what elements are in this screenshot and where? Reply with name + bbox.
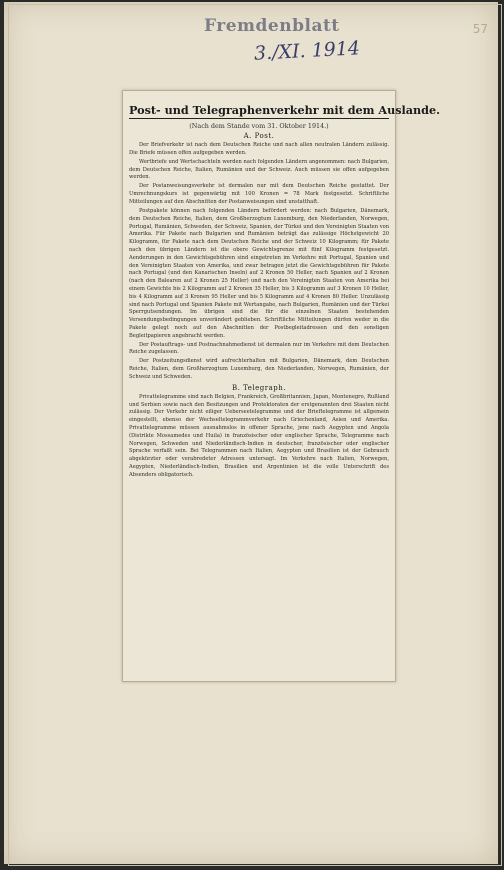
article-title: Post- und Telegraphenverkehr mit dem Auslande.: [129, 103, 440, 117]
handwritten-date: 3./XI. 1914: [253, 37, 361, 65]
article-body: [129, 95, 440, 481]
article-subtitle: (Nach dem Stande vom 31. Oktober 1914.): [189, 122, 329, 130]
paragraph: Der Postanweisungsverkehr ist dermalen nur mit dem Deutschen Reiche gestattet. Der Umrechnungskurs ist gegenwärtig mit 100 Kronen = 78 Mark festgesetzt. Schriftliche Mitteilungen auf den Abschnitten der Postanweisungen sind unstatthaft.: [129, 183, 389, 205]
newspaper-clipping: [122, 90, 440, 682]
newspaper-stamp: Fremdenblatt: [204, 16, 340, 36]
paragraph: Wertbriefe und Wertschachteln werden nach folgenden Ländern angenommen: nach Bulgarien, dem Deutschen Reiche, Italien, Rumänien und der Schweiz. Auch müssen sie offen aufgegeben werden.: [129, 158, 389, 181]
archive-sheet: [4, 2, 498, 864]
section-heading-post: A. Post.: [243, 132, 275, 140]
paragraph: Privattelegramme sind nach Belgien, Frankreich, Großbritannien, Japan, Montenegro, Rußland und Serbien sowie nach den Besitzungen und Protektoraten der erstgenannten drei Staaten nicht zulässig. Der Verkehr nicht eiliger Ueberseetelegramme und der Brieftelegramme ist allgemein eingestellt, ebenso der Wechseltelegrammverkehr nach Griechenland, Asien und Amerika. Privattelegramme müssen ausnahmslos in offener Sprache, jene nach Aegypten und Angola (Distrikte Mossamedes und Huila) in französischer oder englischer Sprache, Telegramme nach Norwegen, Schweden und Niederländisch-Indien in deutscher, französischer oder englischer Sprache verfaßt sein. Bei Telegrammen nach Italien, Aegypten und Brasilien ist der Gebrauch abgekürzter oder verabredeter Adressen untersagt. Im Verkehre nach Italien, Norwegen, Aegypten, Niederländisch-Indien, Brasilien und Argentinien ist die volle Unterschrift des Absenders obligatorisch.: [129, 393, 389, 478]
paragraph: Der Postzeitungsdienst wird aufrechterhalten mit Bulgarien, Dänemark, dem Deutschen Reiche, Italien, dem Großherzogtum Luxemburg, den Niederlanden, Norwegen, Rumänien, der Schweiz und Schweden.: [129, 358, 389, 381]
section-heading-telegraph: B. Telegraph.: [232, 383, 286, 392]
paragraph: Postpakete können nach folgenden Ländern befördert werden: nach Bulgarien, Dänemark, dem Deutschen Reiche, Italien, dem Großherzogtum Luxemburg, den Niederlanden, Norwegen, Portugal, Rumänien, Schweden, der Schweiz, Spanien, der Türkei und den Vereinigten Staaten von Amerika. Für Pakete nach Bulgarien und Rumänien beträgt das zulässige Höchstgewicht 20 Kilogramm, für Pakete nach dem Deutschen Reiche und der Schweiz 10 Kilogramm; für Pakete nach den übrigen Ländern ist die obere Gewichtsgrenze mit fünf Kilogramm festgesetzt. Aenderungen in den Gewichtsgebühren sind eingetreten im Verkehre mit Portugal, Spanien und den Vereinigten Staaten von Amerika, und zwar betragen jetzt die Gewichtsgebühren für Pakete nach Portugal (und den Kanarischen Inseln) auf 2 Kronen 50 Heller, nach Spanien auf 2 Kronen (nach den Balearen auf 2 Kronen 25 Heller) und nach den Vereinigten Staaten von Amerika bei einem Gewichte bis 2 Kilogramm auf 2 Kronen 35 Heller, bis 3 Kilogramm auf 3 Kronen 10 Heller, bis 4 Kilogramm auf 3 Kronen 95 Heller und bis 5 Kilogramm auf 4 Kronen 80 Heller. Unzulässig sind nach Portugal und Spanien Pakete mit Wertangabe, nach Bulgarien, Rumänien und der Türkei Sperrgutsendungen. Im übrigen sind die für die einzelnen Staaten bestehenden Versendungsbedingungen unverändert geblieben. Schriftliche Mitteilungen dürfen weder in die Pakete gelegt noch auf den Abschnitten der Postbegleitadressen und den sonstigen Begleitpapieren angebracht werden.: [129, 207, 389, 339]
paragraph: Der Postauftrags- und Postnachnahmedienst ist dermalen nur im Verkehre mit dem Deutschen Reiche zugelassen.: [129, 341, 389, 356]
page-number: 57: [472, 22, 488, 36]
paragraph: Der Briefverkehr ist nach dem Deutschen Reiche und nach allen neutralen Ländern zulässig. Die Briefe müssen offen aufgegeben werden.: [129, 142, 389, 156]
